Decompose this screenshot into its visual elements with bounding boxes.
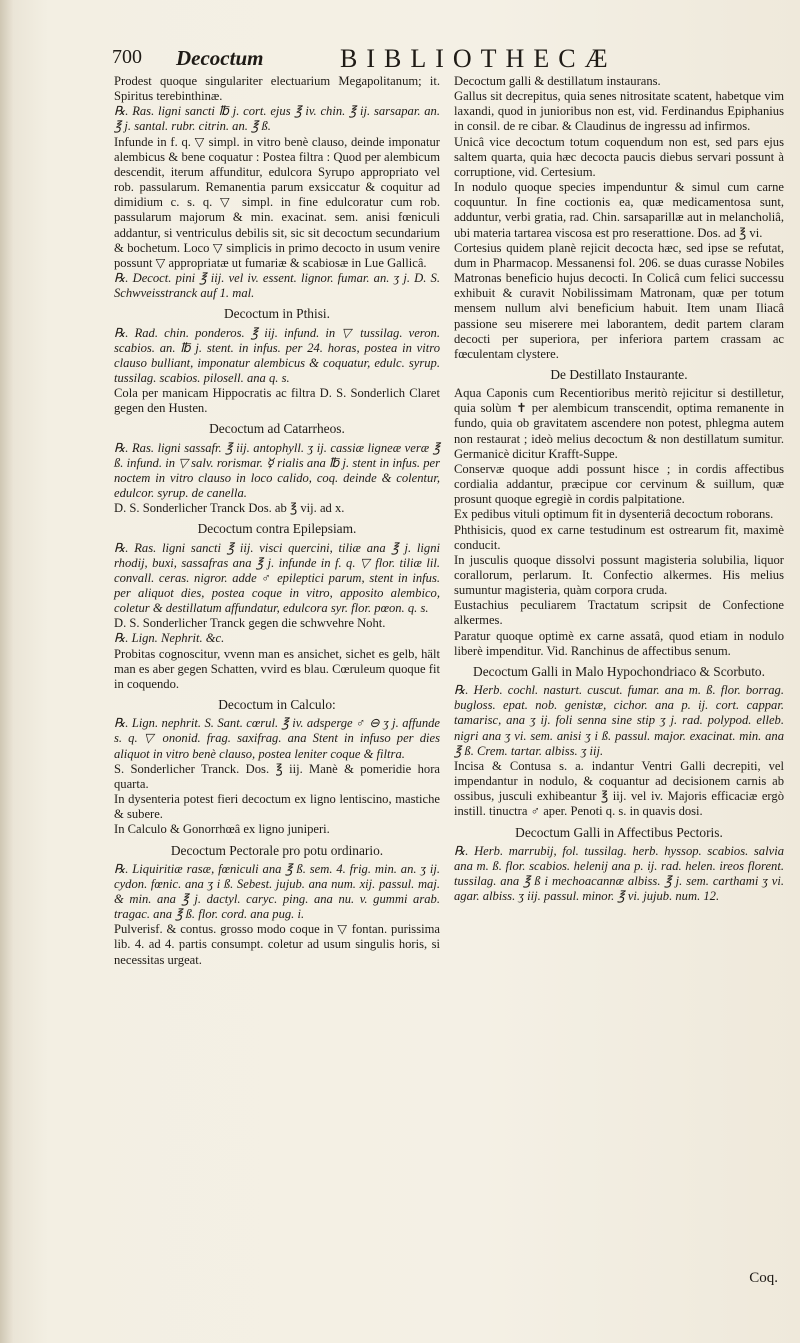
section-heading: Decoctum Galli in Malo Hypochondriaco & Scorbuto. [473,663,765,679]
page-number: 700 [112,46,142,68]
recipe: ℞. Lign. Nephrit. &c. [114,631,225,646]
section-heading: Decoctum ad Catarrheos. [209,421,345,437]
right-column [454,74,784,904]
section-heading: Decoctum in Calculo: [218,697,336,713]
paragraph: S. Sonderlicher Tranck. Dos. ℥ iij. Manè & pomeridie hora quarta. [114,761,440,791]
paragraph: Infunde in f. q. ▽ simpl. in vitro benè clauso, deinde imponatur alembicus & bene coquatur : Postea filtra : Quod per alembicum descendit, iterum affunditur, edulcora Syrupo appropriato vel rob. passularum. Remanentia parum exsiccatur & coquitur ad dimidium c. s. q. ▽ simpl. in fine edulcoratur cum rob. passularum majorum & min. exacinat. sem. anisi fœniculi addantur, si ventriculus debilis sit, sic sit decoctum secundarium & bochetum. Loco ▽ simplicis in primo decocto in usum venire possunt ▽ appropriatæ ut fumariæ & scabiosæ in Lue Gallicâ. [114,134,440,270]
catchword: Coq. [749,1270,778,1286]
section-heading: Decoctum Galli in Affectibus Pectoris. [515,824,723,840]
paragraph: In dysenteria potest fieri decoctum ex ligno lentiscino, mastiche & subere. [114,792,440,822]
recipe: ℞. Decoct. pini ℥ iij. vel iv. essent. lignor. fumar. an. ʒ j. D. S. Schwveisstranck auf 1. mal. [114,271,440,301]
paragraph: Probitas cognoscitur, vvenn man es ansichet, sichet es gelb, hält man es aber gegen Schatten, vvird es blau. Cœruleum quoque fit in coquendo. [114,646,440,691]
running-header [108,44,780,73]
section-heading: De Destillato Instaurante. [550,366,688,382]
paragraph: Cortesius quidem planè rejicit decocta hæc, sed ipse se refutat, dum in Pharmacop. Messanensi fol. 206. se duas curasse Nobiles Matronas beneficio hujus decocti. In Colicâ cum felici successu exhibuit & curavit Nobilissimam Matronam, quæ per totum mensem nullum alvi beneficium habuit. Item unam Iliacâ passione seu miserere mei laborantem, dedit partem claram decocti per superiora, per inferiora partem crassam ac fœculentam clystere. [454,240,784,361]
paragraph: D. S. Sonderlicher Tranck gegen die schwvehre Noht. [114,616,386,631]
paragraph: Ex pedibus vituli optimum fit in dysenteriâ decoctum roborans. [454,507,774,522]
recipe: ℞. Lign. nephrit. S. Sant. cœrul. ℥ iv. adsperge ♂ ⊖ ʒ j. affunde s. q. ▽ ononid. frag. saxifrag. ana Stent in infuso per dies aliquot in vitro benè clauso, postea leniter coque & filtra. [114,716,440,761]
paragraph: Paratur quoque optimè ex carne assatâ, quod etiam in nodulo liberè impenditur. Vid. Ranchinus de affectibus senum. [454,628,784,658]
recipe: ℞. Ras. ligni sassafr. ℥ iij. antophyll. ʒ ij. cassiæ ligneæ veræ ℥ ß. infund. in ▽ salv. rorismar. ☿ rialis ana ℔ j. stent in infus. per noctem in vitro clauso in loco calido, coq. deinde & colentur, edulcor. syrup. de canella. [114,440,440,501]
paragraph: Gallus sit decrepitus, quia senes nitrositate scatent, habetque vim laxandi, quod in junioribus non est, vid. Ferdinandus Epiphanius in consil. de re cibar. & Claudinus de ingressu ad infirmos. [454,89,784,134]
section-heading: Decoctum contra Epilepsiam. [197,521,357,537]
paragraph: In jusculis quoque dissolvi possunt magisteria solubilia, liquor corallorum, perlarum. It. Confectio alkermes. His melius sumuntur magisteria, quàm corpora cruda. [454,552,784,598]
paragraph: Conservæ quoque addi possunt hisce ; in cordis affectibus cordialia addantur, præcipue cor cervinum & suillum, quæ prosunt quoque egregiè in cordis palpitatione. [454,461,784,507]
recipe: ℞. Herb. marrubij, fol. tussilag. herb. hyssop. scabios. salvia ana m. ß. flor. scabios. helenij ana p. ij. rad. helen. ireos florent. tussilag. ana ℥ ß i mechoacannæ albiss. ℥ j. sem. carthami ʒ vi. agar. albiss. ʒ iij. passul. minor. ℥ vi. jujub. num. 12. [454,843,784,904]
paragraph: Cola per manicam Hippocratis ac filtra D. S. Sonderlich Claret gegen den Husten. [114,386,440,416]
section-heading: Decoctum Pectorale pro potu ordinario. [170,842,384,858]
paragraph: D. S. Sonderlicher Tranck Dos. ab ℥ vij. ad x. [114,501,345,516]
recipe: ℞. Ras. ligni sancti ℔ j. cort. ejus ℥ iv. chin. ℥ ij. sarsapar. an. ℥ j. santal. rubr. citrin. an. ℥ ß. [114,104,440,134]
paragraph: In nodulo quoque species impenduntur & simul cum carne coquuntur. In fine coctionis ea, quæ medicamentosa sunt, adduntur, verbi gratia, rad. Chin. sarsaparillæ aut in melancholiâ, ubi materia tartarea viscosa est pro reserattione. Dos. ad ℥ vi. [454,180,784,240]
paragraph: Incisa & Contusa s. a. indantur Ventri Galli decrepiti, vel impendantur in nodulo, & coquantur ad decisionem carnis ab ossibus, jusculi exhibeantur ℥ iij. vel iv. Majoris efficaciæ ergò instill. tinuctra ♂ aper. Penoti q. s. in quavis dosi. [454,758,784,819]
paragraph: Prodest quoque singulariter electuarium Megapolitanum; it. Spiritus terebinthinæ. [114,74,440,104]
recipe: ℞. Ras. ligni sancti ℥ iij. visci quercini, tiliæ ana ℥ j. ligni rhodij, buxi, sassafras ana ℥ j. infunde in f. q. ▽ flor. tiliæ lil. convall. ceras. nigror. adde ♂ epileptici parum, stent in infus. per aliquot dies, postea coque in vitro, apposito alembico, coletur & destillatum affundatur, edulcora syr. flor. pœon. q. s. [114,540,440,616]
section-title: Decoctum [176,46,264,70]
paragraph: Pulverisf. & contus. grosso modo coque in ▽ fontan. purissima lib. 4. ad 4. partis consumpt. coletur ad usum singulis horis, si necessitas urgeat. [114,922,440,967]
paragraph: Phthisicis, quod ex carne testudinum est ostrearum fit, maximè conducit. [454,522,784,552]
left-column [114,74,440,968]
page-gutter [0,0,14,1343]
recipe: ℞. Liquiritiæ rasæ, fœniculi ana ℥ ß. sem. 4. frig. min. an. ʒ ij. cydon. fœnic. ana ʒ i ß. Sebest. jujub. ana num. xij. passul. maj. & min. ana ℥ j. dactyl. caryc. ping. ana nu. v. gummi arab. tragac. ana ℥ ß. flor. cord. ana pug. i. [114,861,440,922]
paragraph: In Calculo & Gonorrhœâ ex ligno juniperi. [114,822,330,837]
paragraph: Decoctum galli & destillatum instaurans. [454,74,661,88]
paragraph: Aqua Caponis cum Recentioribus meritò rejicitur si destilletur, quia solùm ✝ per alembicum transcendit, optima remanente in fundo, quia ob gravitatem ascendere non potest, phlegma autem non restaurat ; ideò melius decoctum & non destillatum sumitur. Germanicè dicitur Krafft-Suppe. [454,386,784,461]
paragraph: Unicâ vice decoctum totum coquendum non est, sed pars ejus saltem quarta, quia hæc decocta paucis diebus servari possunt à corruptione, vid. Certesium. [454,134,784,179]
recipe: ℞. Rad. chin. ponderos. ℥ iij. infund. in ▽ tussilag. veron. scabios. an. ℔ j. stent. in infus. per 24. horas, postea in vitro clauso bulliant, imponatur alembicus & coquatur, edulc. syrup. tussilag. scabios. pilosell. ana q. s. [114,325,440,385]
paragraph: Eustachius peculiarem Tractatum scripsit de Confectione alkermes. [454,598,784,628]
book-title: BIBLIOTHECÆ [340,44,617,73]
recipe: ℞. Herb. cochl. nasturt. cuscut. fumar. ana m. ß. flor. borrag. bugloss. epat. nob. genistæ, cichor. ana p. ij. cort. cappar. tamarisc, ana ʒ ij. foli senna sine stip ʒ j. rad. polypod. elleb. nigri ana ʒ vi. sem. anisi ʒ i ß. passul. major. exacinat. min. ana ℥ ß. Crem. tartar. albiss. ʒ iij. [454,683,784,758]
section-heading: Decoctum in Pthisi. [223,306,330,322]
